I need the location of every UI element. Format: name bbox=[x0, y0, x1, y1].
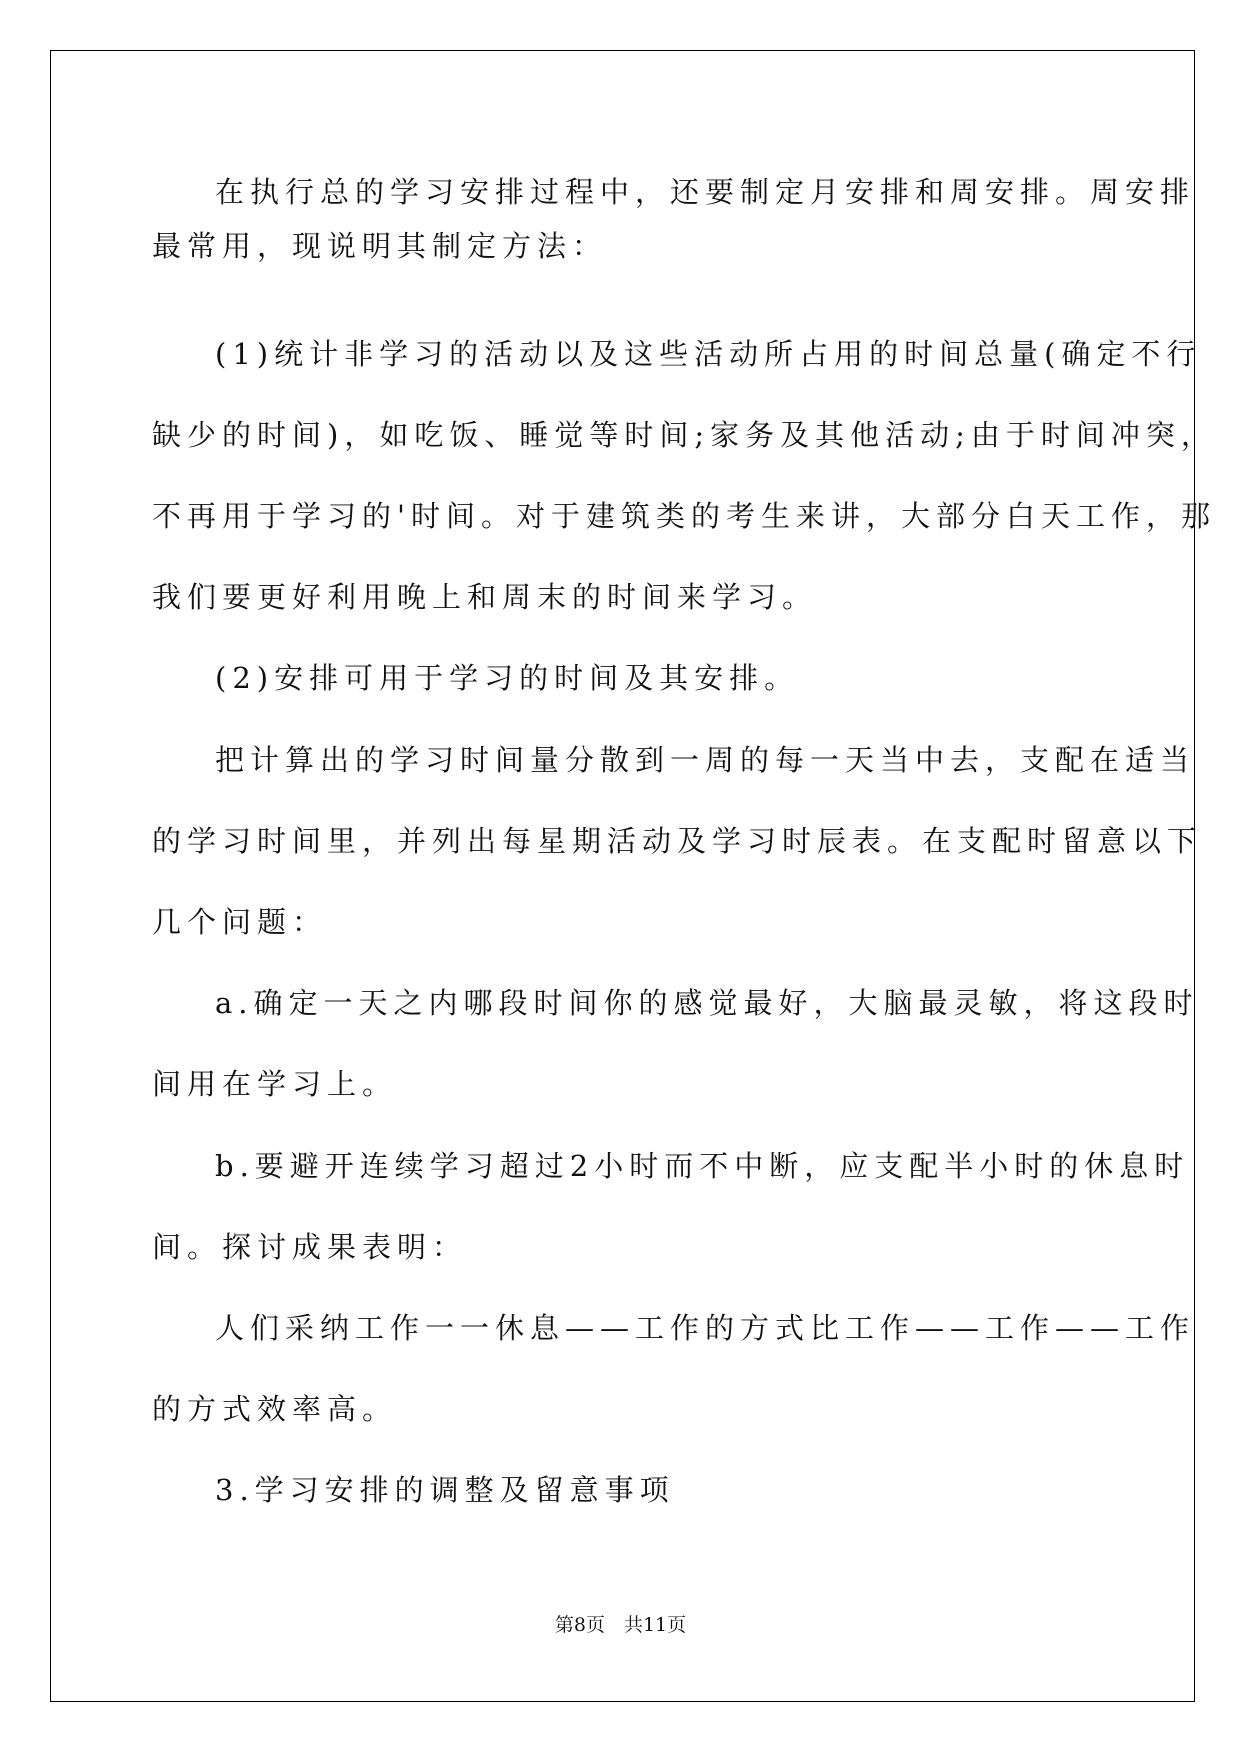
text-line: (2)安排可用于学习的时间及其安排。 bbox=[215, 661, 800, 695]
text-line: 把计算出的学习时间量分散到一周的每一天当中去，支配在适当 bbox=[215, 743, 1196, 777]
text-line: 几个问题： bbox=[152, 905, 328, 939]
text-line: b.要避开连续学习超过2小时而不中断，应支配半小时的休息时 bbox=[215, 1149, 1190, 1183]
text-line: 人们采纳工作一一休息——工作的方式比工作——工作——工作 bbox=[215, 1311, 1196, 1345]
text-line: 在执行总的学习安排过程中，还要制定月安排和周安排。周安排 bbox=[215, 175, 1196, 209]
text-line: 不再用于学习的'时间。对于建筑类的考生来讲，大部分白天工作，那 bbox=[152, 499, 1216, 533]
text-line: 3.学习安排的调整及留意事项 bbox=[215, 1473, 675, 1507]
text-line: 最常用，现说明其制定方法： bbox=[152, 229, 608, 263]
text-line: a.确定一天之内哪段时间你的感觉最好，大脑最灵敏，将这段时 bbox=[215, 986, 1199, 1020]
page-border bbox=[50, 50, 1195, 1702]
text-line: 缺少的时间)，如吃饭、睡觉等时间;家务及其他活动;由于时间冲突， bbox=[152, 418, 1216, 452]
text-line: 间用在学习上。 bbox=[152, 1067, 398, 1101]
page-footer: 第8页 共11页 bbox=[554, 1614, 687, 1636]
text-line: 的方式效率高。 bbox=[152, 1392, 398, 1426]
text-line: 间。探讨成果表明： bbox=[152, 1230, 468, 1264]
text-line: (1)统计非学习的活动以及这些活动所占用的时间总量(确定不行 bbox=[215, 337, 1202, 371]
text-line: 的学习时间里，并列出每星期活动及学习时辰表。在支配时留意以下 bbox=[152, 824, 1203, 858]
text-line: 我们要更好利用晚上和周末的时间来学习。 bbox=[152, 580, 818, 614]
